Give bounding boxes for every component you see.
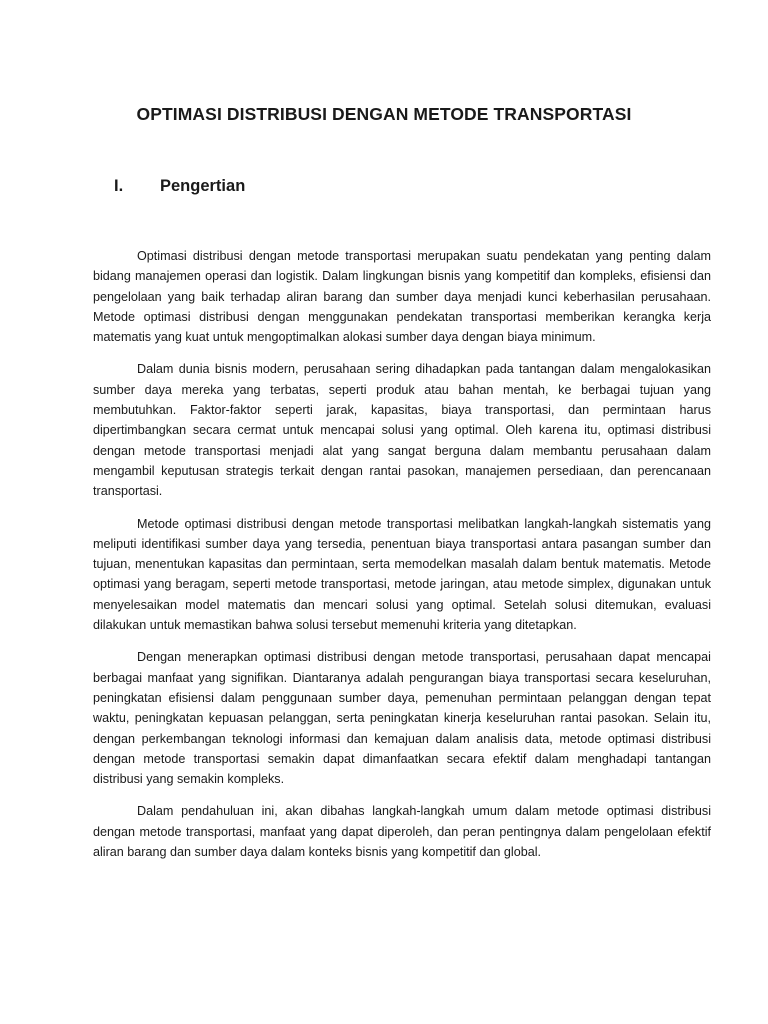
section-heading [114,177,245,196]
document-title: OPTIMASI DISTRIBUSI DENGAN METODE TRANSPORTASI [136,104,632,124]
paragraph-1: Optimasi distribusi dengan metode transportasi merupakan suatu pendekatan yang penting dalam bidang manajemen operasi dan logistik. Dalam lingkungan bisnis yang kompetitif dan kompleks, efisiensi dan pengelolaan yang baik terhadap aliran barang dan sumber daya menjadi kunci keberhasilan perusahaan. Metode optimasi distribusi dengan menggunakan pendekatan transportasi memberikan kerangka kerja matematis yang kuat untuk mengoptimalkan alokasi sumber daya dengan biaya minimum. [93,249,711,345]
section-title: Pengertian [160,177,246,195]
paragraph-5: Dalam pendahuluan ini, akan dibahas langkah-langkah umum dalam metode optimasi distribusi dengan metode transportasi, manfaat yang dapat diperoleh, dan peran pentingnya dalam pengelolaan efektif aliran barang dan sumber daya dalam konteks bisnis yang kompetitif dan global. [93,804,711,860]
paragraph-3: Metode optimasi distribusi dengan metode transportasi melibatkan langkah-langkah sistematis yang meliputi identifikasi sumber daya yang tersedia, penentuan biaya transportasi antara pasangan sumber dan tujuan, menentukan kapasitas dan permintaan, serta memodelkan masalah dalam bentuk matematis. Metode optimasi yang beragam, seperti metode transportasi, metode jaringan, atau metode simplex, digunakan untuk menyelesaikan model matematis dan mencari solusi yang optimal. Setelah solusi ditemukan, evaluasi dilakukan untuk memastikan bahwa solusi tersebut memenuhi kriteria yang ditetapkan. [93,516,711,633]
section-number: I. [114,177,124,195]
body-text [93,246,711,874]
paragraph-4: Dengan menerapkan optimasi distribusi dengan metode transportasi, perusahaan dapat mencapai berbagai manfaat yang signifikan. Diantaranya adalah pengurangan biaya transportasi secara keseluruhan, peningkatan efisiensi dalam penggunaan sumber daya, pemenuhan permintaan pelanggan dengan tepat waktu, peningkatan kepuasan pelanggan, serta peningkatan kinerja keseluruhan rantai pasokan. Selain itu, dengan perkembangan teknologi informasi dan kemajuan dalam analisis data, metode optimasi distribusi dengan metode transportasi semakin dapat dimanfaatkan secara efektif dalam menghadapi tantangan distribusi yang semakin kompleks. [93,650,711,787]
paragraph-2: Dalam dunia bisnis modern, perusahaan sering dihadapkan pada tantangan dalam mengalokasikan sumber daya mereka yang terbatas, seperti produk atau bahan mentah, ke berbagai tujuan yang membutuhkan. Faktor-faktor seperti jarak, kapasitas, biaya transportasi, dan permintaan harus dipertimbangkan secara cermat untuk mencapai solusi yang optimal. Oleh karena itu, optimasi distribusi dengan metode transportasi menjadi alat yang sangat berguna dalam membantu perusahaan dalam mengambil keputusan strategis terkait dengan rantai pasokan, manajemen persediaan, dan perencanaan transportasi. [93,362,711,499]
